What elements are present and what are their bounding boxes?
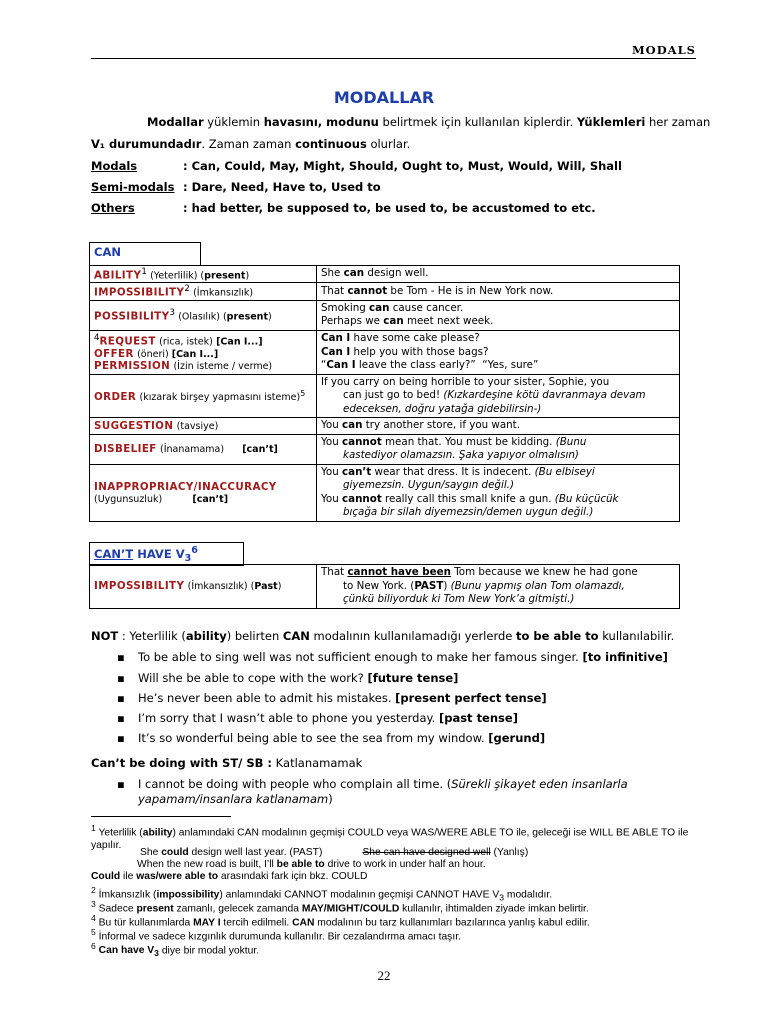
list-item xyxy=(138,691,547,705)
category-label: Others xyxy=(91,201,135,215)
intro-term: havasını, modunu xyxy=(263,115,379,129)
list-item xyxy=(138,731,545,745)
table-row xyxy=(90,330,680,374)
usage-cell: INAPPROPRIACY/INACCURACY (Uygunsuzluk) [can’t] xyxy=(90,464,317,521)
page-title: MODALLAR xyxy=(333,88,435,107)
intro-term: continuous xyxy=(295,137,367,151)
usage-cell: POSSIBILITY$^3$ (Olasılık) (present) xyxy=(90,300,317,330)
example-cell: You cannot mean that. You must be kidding. (Bunu kastediyor olamazsın. Şaka yapıyor olmalısın) xyxy=(317,434,680,464)
category-semi-modals xyxy=(91,180,174,195)
list-item-text: Will she be able to cope with the work? xyxy=(138,671,368,685)
usage-cell: $^4$REQUEST (rica, istek) [Can I...] OFFER (öneri) [Can I...] PERMISSION (İzin isteme / verme) xyxy=(90,330,317,374)
list-item xyxy=(138,671,458,685)
note-paragraph xyxy=(91,629,674,644)
caption-part: HAVE V xyxy=(133,546,185,561)
example-cell: You can’t wear that dress. It is indecent. (Bu elbiseyi giyemezsin. Uygun/saygın değil.) You cannot really call this small knife a gun. (Bu küçücük bıçağa bir silah diyemezsin/demen uygun değil.) xyxy=(317,464,680,521)
note-part: : Yeterlilik ( xyxy=(118,629,186,643)
footnote-5: $^5$ İnformal ve sadece kızgınlık durumunda kullanılır. Bir cezalandırma amacı taşır. xyxy=(91,927,461,943)
bullet-marker: ▪ xyxy=(117,671,125,685)
note-part: ability xyxy=(185,629,227,643)
example-cell: Smoking can cause cancer. Perhaps we can meet next week. xyxy=(317,300,680,330)
cant-be-doing-example xyxy=(138,777,683,807)
intro-term: V₁ durumundadır xyxy=(91,137,202,151)
intro-text: belirtmek için kullanılan kiplerdir. xyxy=(378,115,577,129)
example-cell: If you carry on being horrible to your sister, Sophie, you can just go to bed! (Kızkardeşine kötü davranmaya devam edeceksen, doğru yatağa gidebilirsin-) xyxy=(317,374,680,418)
bullet-marker: ▪ xyxy=(117,711,125,725)
note-part: NOT xyxy=(91,629,119,643)
example-cell: She can design well. xyxy=(317,266,680,283)
bullet-marker: ▪ xyxy=(117,777,125,791)
list-item-tag: [present perfect tense] xyxy=(395,691,547,705)
footnote-1-example-2: When the new road is built, I’ll be able to drive to work in under half an hour. xyxy=(137,859,486,870)
category-value: : Dare, Need, Have to, Used to xyxy=(183,180,381,194)
footnote-4: $^4$ Bu tür kullanımlarda MAY I tercih edilmeli. CAN modalının bu tarz kullanımları bazılarınca yanlış kabul edilir. xyxy=(91,913,590,929)
example-part: yapamam/insanlara katlanamam xyxy=(138,792,329,806)
usage-cell: SUGGESTION (tavsiye) xyxy=(90,418,317,435)
intro-text: yüklemin xyxy=(203,115,264,129)
table-row xyxy=(90,374,680,418)
list-item-text: It’s so wonderful being able to see the sea from my window. xyxy=(138,731,489,745)
usage-cell: DISBELIEF (İnanamama) [can’t] xyxy=(90,434,317,464)
intro-term: Yüklemleri xyxy=(576,115,646,129)
example-cell: Can I have some cake please? Can I help you with those bags? “Can I leave the class early?” “Yes, sure” xyxy=(317,330,680,374)
heading-part: Katlanamamak xyxy=(272,756,363,770)
footnote-6: $^6$ Can have $V_3$ diye bir modal yoktur. xyxy=(91,941,260,959)
caption-sup: 6 xyxy=(191,545,198,556)
footnote-3: $^3$ Sadece present zamanlı, gelecek zamanda MAY/MIGHT/COULD kullanılır, ihtimalden ziyade imkan belirtir. xyxy=(91,899,589,915)
heading-part: Can’t be doing with ST/ SB : xyxy=(91,756,273,770)
bullet-marker: ▪ xyxy=(117,731,125,745)
example-cell: That cannot have been Tom because we knew he had gone to New York. (PAST) (Bunu yapmış olan Tom olamazdı, çünkü biliyorduk ki Tom New York’a gitmişti.) xyxy=(317,565,680,609)
intro-text: . Zaman zaman xyxy=(201,137,296,151)
usage-cell: ORDER (kızarak birşey yapmasını isteme)$^5$ xyxy=(90,374,317,418)
list-item-text: I’m sorry that I wasn’t able to phone you yesterday. xyxy=(138,711,439,725)
table-row xyxy=(90,283,680,300)
note-part: kullanılabilir. xyxy=(598,629,675,643)
usage-cell: IMPOSSIBILITY (İmkansızlık) (Past) xyxy=(90,565,317,609)
note-part: modalının kullanılamadığı yerlerde xyxy=(309,629,517,643)
category-value: : Can, Could, May, Might, Should, Ought to, Must, Would, Will, Shall xyxy=(183,159,622,173)
table-row xyxy=(90,418,680,435)
intro-term: Modallar xyxy=(147,115,204,129)
header-rule xyxy=(91,58,696,59)
note-part: to be able to xyxy=(516,629,599,643)
example-part: Sürekli şikayet eden insanlarla xyxy=(451,777,628,791)
table-row xyxy=(90,464,680,521)
caption-sub: 3 xyxy=(184,553,192,565)
category-value: : had better, be supposed to, be used to, be accustomed to etc. xyxy=(183,201,596,215)
bullet-marker: ▪ xyxy=(117,650,125,664)
bullet-marker: ▪ xyxy=(117,691,125,705)
category-others xyxy=(91,201,135,216)
table-row xyxy=(90,266,680,283)
list-item-tag: [past tense] xyxy=(438,711,518,725)
category-label: Modals xyxy=(91,159,138,173)
example-cell: That cannot be Tom - He is in New York now. xyxy=(317,283,680,300)
page-number: 22 xyxy=(377,968,391,983)
list-item-tag: [future tense] xyxy=(367,671,459,685)
footnote-1-example-1: She could design well last year. (PAST) She can have designed well (Yanlış) xyxy=(140,847,529,858)
example-part: I cannot be doing with people who complain all time. ( xyxy=(138,777,452,791)
intro-text: her zaman xyxy=(645,115,711,129)
usage-cell: ABILITY$^1$ (Yeterlilik) (present) xyxy=(90,266,317,283)
note-part: ) belirten xyxy=(226,629,283,643)
table-row xyxy=(90,565,680,609)
list-item-text: He’s never been able to admit his mistakes. xyxy=(138,691,396,705)
footnote-2: $^2$ İmkansızlık (impossibility) anlamındaki CANNOT modalının geçmişi CANNOT HAVE $V_3$ modalıdır. xyxy=(91,885,553,903)
usage-cell: IMPOSSIBILITY$^2$ (İmkansızlık) xyxy=(90,283,317,300)
list-item-text: To be able to sing well was not sufficient enough to make her famous singer. xyxy=(138,650,583,664)
table-row xyxy=(90,300,680,330)
cant-have-table xyxy=(89,564,680,609)
note-part: CAN xyxy=(282,629,310,643)
running-header: MODALS xyxy=(631,43,696,57)
list-item-tag: [gerund] xyxy=(488,731,546,745)
example-part: ) xyxy=(328,792,333,806)
example-cell: You can try another store, if you want. xyxy=(317,418,680,435)
list-item xyxy=(138,650,668,664)
list-item-tag: [to infinitive] xyxy=(582,650,668,664)
cant-have-table-caption xyxy=(89,542,244,566)
category-label: Semi-modals xyxy=(91,180,175,194)
footnote-rule xyxy=(91,816,231,817)
can-table-caption: CAN xyxy=(89,242,201,266)
category-modals xyxy=(91,159,137,174)
footnote-1: $^1$ Yeterlilik (ability) anlamındaki CAN modalının geçmişi COULD veya WAS/WERE ABLE TO ile, geleceği ise WILL BE ABLE TO ile yapılır. xyxy=(91,823,689,851)
can-table xyxy=(89,265,680,522)
footnote-1-example-3: Could ile was/were able to arasındaki fark için bkz. COULD xyxy=(91,871,368,882)
intro-line-1 xyxy=(147,115,710,130)
intro-text: olurlar. xyxy=(366,137,411,151)
intro-line-2 xyxy=(91,137,410,152)
list-item xyxy=(138,711,518,725)
cant-be-doing-heading xyxy=(91,756,362,771)
caption-part: CAN’T xyxy=(94,546,134,561)
table-row xyxy=(90,434,680,464)
